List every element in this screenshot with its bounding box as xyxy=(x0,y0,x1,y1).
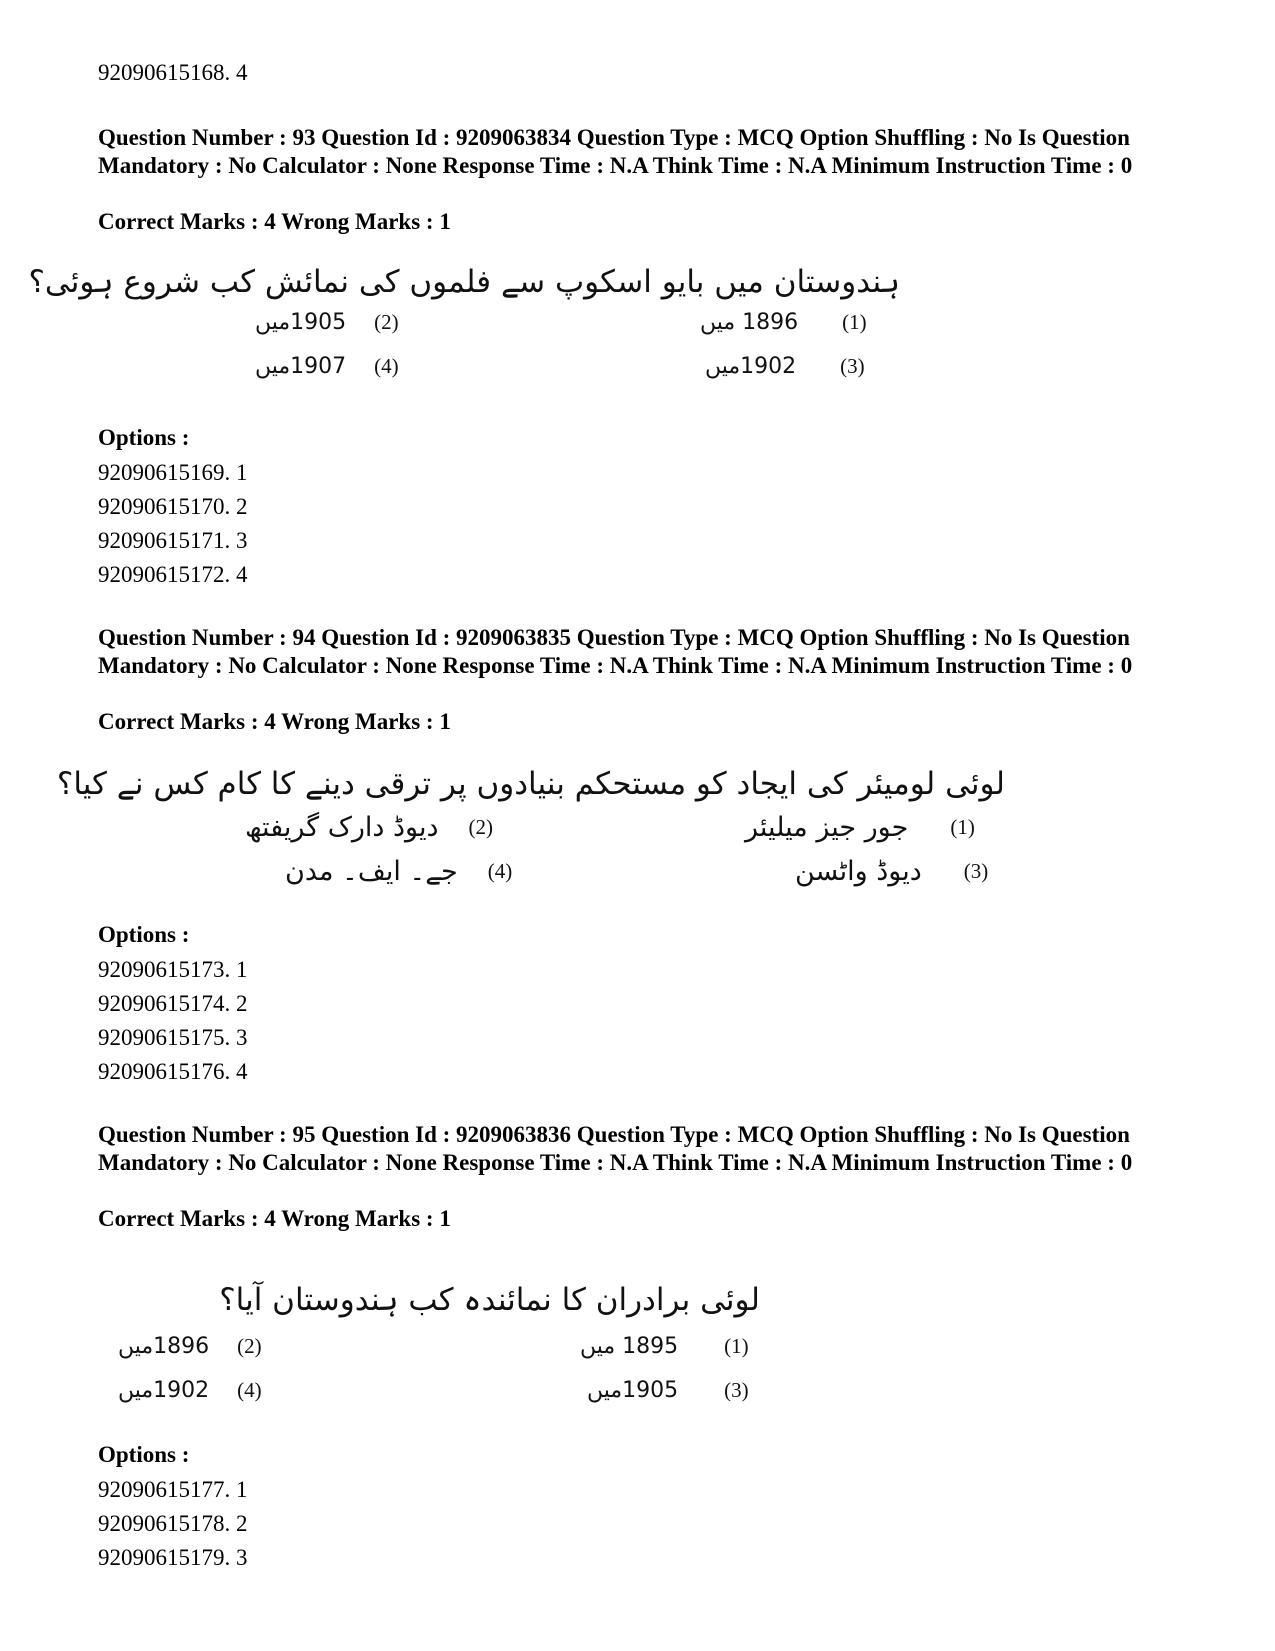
list-item: 92090615175. 3 xyxy=(98,1025,248,1050)
question-93-choice-3 xyxy=(705,354,865,379)
choice-text: جور جیز میلیئر xyxy=(745,812,909,843)
choice-number: (3) xyxy=(963,859,989,883)
list-item: 92090615176. 4 xyxy=(98,1059,248,1084)
question-94-urdu-text: لوئی لومیئر کی ایجاد کو مستحکم بنیادوں پر ترقی دینے کا کام کس نے کیا؟ xyxy=(56,766,1005,802)
question-95-choice-3 xyxy=(587,1378,749,1403)
choice-number: (1) xyxy=(842,310,867,334)
choice-text: 1896 میں xyxy=(700,310,799,335)
list-item: 92090615172. 4 xyxy=(98,562,248,587)
list-item: 92090615170. 2 xyxy=(98,494,248,519)
question-95-urdu-text: لوئی برادران کا نمائندہ کب ہندوستان آیا؟ xyxy=(219,1282,760,1318)
choice-text: جے۔ ایف۔ مدن xyxy=(285,856,458,887)
question-95-choice-1 xyxy=(580,1334,749,1359)
choice-text: 1907میں xyxy=(255,354,347,379)
question-94-options-label: Options : xyxy=(98,922,190,947)
question-94-options-list xyxy=(98,953,248,1089)
choice-text: دیوڈ واٹسن xyxy=(795,856,922,887)
choice-text: 1902میں xyxy=(705,354,797,379)
question-95-choice-2 xyxy=(118,1334,262,1359)
question-95-marks: Correct Marks : 4 Wrong Marks : 1 xyxy=(98,1206,451,1231)
question-94-choice-4 xyxy=(285,856,512,887)
question-95-options-label: Options : xyxy=(98,1442,190,1467)
choice-text: دیوڈ دارک گریفتھ xyxy=(245,812,439,843)
choice-text: 1905میں xyxy=(587,1378,679,1403)
list-item: 92090615177. 1 xyxy=(98,1477,248,1502)
list-item: 92090615179. 3 xyxy=(98,1545,248,1570)
list-item: 92090615174. 2 xyxy=(98,991,248,1016)
choice-number: (2) xyxy=(374,310,399,334)
question-94-choice-3 xyxy=(795,856,988,887)
question-94-choice-2 xyxy=(245,812,493,843)
question-93-urdu-text: ہندوستان میں بایو اسکوپ سے فلموں کی نمائش کب شروع ہوئی؟ xyxy=(28,264,900,300)
choice-number: (1) xyxy=(724,1334,749,1358)
question-94-marks: Correct Marks : 4 Wrong Marks : 1 xyxy=(98,709,451,734)
list-item: 92090615169. 1 xyxy=(98,460,248,485)
question-93-options-list xyxy=(98,456,248,592)
list-item: 92090615171. 3 xyxy=(98,528,248,553)
question-95-meta: Question Number : 95 Question Id : 9209063836 Question Type : MCQ Option Shuffling : No Is Question Mandatory : No Calculator : None Response Time : N.A Think Time : N.A Minimum Instruction Time : 0 xyxy=(98,1122,1133,1175)
question-93-choice-4 xyxy=(255,354,399,379)
question-95-options-list xyxy=(98,1473,248,1575)
choice-text: 1895 میں xyxy=(580,1334,679,1359)
list-item: 92090615173. 1 xyxy=(98,957,248,982)
choice-number: (3) xyxy=(724,1378,749,1402)
question-93-options-label: Options : xyxy=(98,425,190,450)
choice-number: (2) xyxy=(468,815,494,839)
choice-number: (3) xyxy=(840,354,865,378)
question-94-meta: Question Number : 94 Question Id : 9209063835 Question Type : MCQ Option Shuffling : No Is Question Mandatory : No Calculator : None Response Time : N.A Think Time : N.A Minimum Instruction Time : 0 xyxy=(98,625,1133,678)
choice-number: (4) xyxy=(237,1378,262,1402)
question-93-marks: Correct Marks : 4 Wrong Marks : 1 xyxy=(98,209,451,234)
choice-number: (2) xyxy=(237,1334,262,1358)
list-item: 92090615178. 2 xyxy=(98,1511,248,1536)
question-95-choice-4 xyxy=(118,1378,262,1403)
question-93-meta: Question Number : 93 Question Id : 9209063834 Question Type : MCQ Option Shuffling : No Is Question Mandatory : No Calculator : None Response Time : N.A Think Time : N.A Minimum Instruction Time : 0 xyxy=(98,125,1133,178)
question-93-choice-1 xyxy=(700,310,867,335)
choice-text: 1905میں xyxy=(255,310,347,335)
question-94-choice-1 xyxy=(745,812,975,843)
choice-text: 1902میں xyxy=(118,1378,210,1403)
choice-number: (1) xyxy=(950,815,975,839)
choice-text: 1896میں xyxy=(118,1334,210,1359)
question-93-choice-2 xyxy=(255,310,399,335)
previous-option-line: 92090615168. 4 xyxy=(98,60,248,85)
choice-number: (4) xyxy=(487,859,513,883)
choice-number: (4) xyxy=(374,354,399,378)
